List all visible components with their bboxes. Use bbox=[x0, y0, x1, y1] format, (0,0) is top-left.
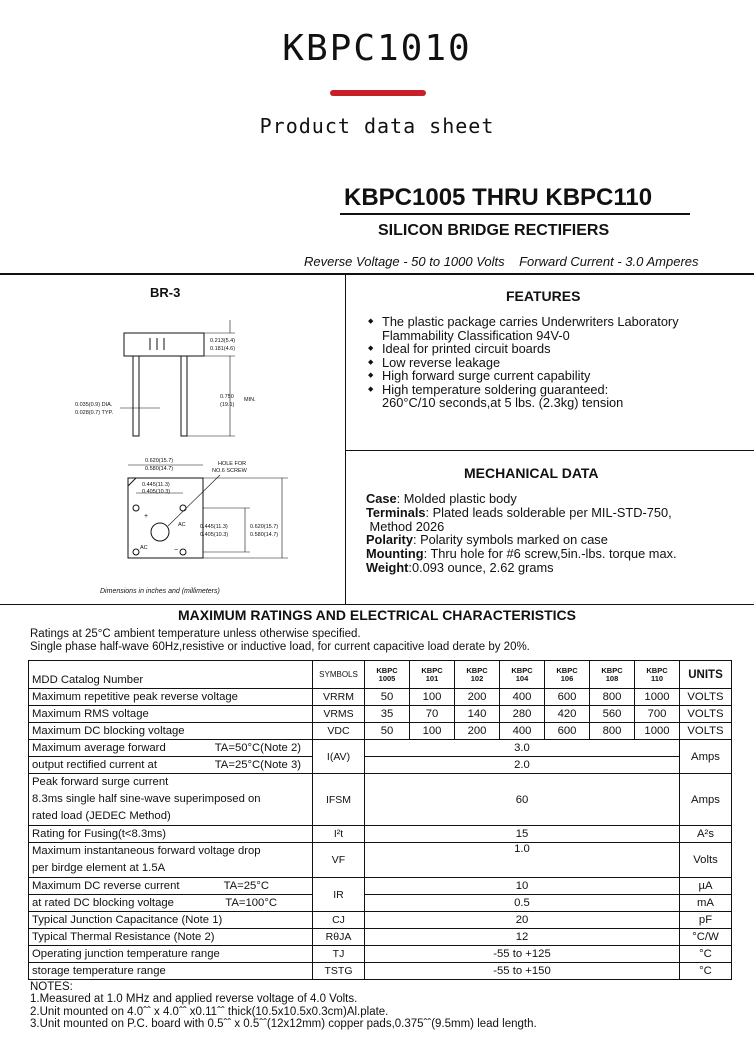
lead-length-min: MIN. bbox=[244, 397, 256, 403]
package-label: BR-3 bbox=[150, 285, 181, 300]
param-value: 100 bbox=[410, 723, 455, 740]
ac-mark-2: AC bbox=[140, 545, 148, 551]
param-unit: A²s bbox=[680, 826, 732, 843]
param-value: 15 bbox=[365, 826, 680, 843]
param-condition: TA=100°C bbox=[225, 897, 277, 909]
param-value: 12 bbox=[365, 929, 680, 946]
simple-rows bbox=[29, 912, 732, 980]
col-header-part bbox=[410, 661, 455, 689]
part-suffix: 108 bbox=[605, 673, 619, 683]
part-suffix: 110 bbox=[650, 673, 664, 683]
body-height-dim-max: 0.213(5.4) bbox=[210, 338, 236, 344]
param-name bbox=[29, 757, 313, 774]
param-value: 10 bbox=[365, 878, 680, 895]
param-condition: TA=25°C bbox=[223, 880, 269, 892]
series-underline bbox=[340, 213, 690, 215]
ratings-table bbox=[28, 660, 732, 980]
dimensions-note: Dimensions in inches and (millimeters) bbox=[100, 588, 220, 595]
param-unit: mA bbox=[680, 895, 732, 912]
part-prefix: KBPC bbox=[421, 665, 443, 675]
table-row bbox=[29, 723, 732, 740]
param-value: 560 bbox=[590, 706, 635, 723]
polarity-value: : Polarity symbols marked on case bbox=[412, 532, 608, 548]
side-inner-dim-max: 0.445(11.3) bbox=[200, 524, 228, 530]
document-subtitle: Product data sheet bbox=[259, 114, 495, 138]
weight-value: :0.093 ounce, 2.62 grams bbox=[408, 559, 554, 575]
hole-label-2: NO.6 SCREW bbox=[212, 468, 247, 474]
param-text: per birdge element at 1.5A bbox=[32, 862, 166, 874]
param-value: 50 bbox=[365, 689, 410, 706]
param-symbol: I²t bbox=[313, 826, 365, 843]
note-item: 3.Unit mounted on P.C. board with 0.5ˆˆ x 0.5ˆˆ(12x12mm) copper pads,0.375ˆˆ(9.5mm) lead length. bbox=[30, 1017, 537, 1030]
param-value: 200 bbox=[455, 723, 500, 740]
feature-item: ◆ High temperature soldering guaranteed: bbox=[366, 383, 746, 397]
side-outer-dim-max: 0.620(15.7) bbox=[250, 524, 279, 530]
mechanical-data bbox=[366, 492, 751, 575]
table-row bbox=[29, 946, 732, 963]
param-text: rated load (JEDEC Method) bbox=[32, 810, 171, 822]
features-list bbox=[366, 315, 746, 410]
feature-item: ◆ Low reverse leakage bbox=[366, 356, 746, 370]
param-text: at rated DC blocking voltage bbox=[32, 897, 174, 909]
outer-width-dim-max: 0.620(15.7) bbox=[145, 458, 174, 464]
param-symbol: VRRM bbox=[313, 689, 365, 706]
param-name: Operating junction temperature range bbox=[29, 946, 313, 963]
param-name bbox=[29, 895, 313, 912]
param-text: output rectified current at bbox=[32, 759, 157, 771]
param-text: 8.3ms single half sine-wave superimposed on bbox=[32, 793, 261, 805]
table-row bbox=[29, 963, 732, 980]
param-text: Maximum DC reverse current bbox=[32, 880, 180, 892]
inner-width-dim-max: 0.445(11.3) bbox=[142, 482, 170, 488]
feature-item: ◆ High forward surge current capability bbox=[366, 369, 746, 383]
col-header-part bbox=[455, 661, 500, 689]
product-type: SILICON BRIDGE RECTIFIERS bbox=[378, 222, 610, 239]
package-outline-drawing bbox=[60, 300, 330, 580]
notes bbox=[30, 981, 537, 1030]
param-unit: VOLTS bbox=[680, 689, 732, 706]
param-name: Typical Thermal Resistance (Note 2) bbox=[29, 929, 313, 946]
table-row bbox=[29, 912, 732, 929]
param-unit: Amps bbox=[680, 740, 732, 774]
param-unit: °C bbox=[680, 946, 732, 963]
param-text: Peak forward surge current bbox=[32, 776, 169, 788]
col-header-part bbox=[635, 661, 680, 689]
param-name: Typical Junction Capacitance (Note 1) bbox=[29, 912, 313, 929]
param-condition: TA=25°C(Note 3) bbox=[214, 759, 301, 771]
param-value: 60 bbox=[365, 774, 680, 826]
param-symbol: TJ bbox=[313, 946, 365, 963]
table-row bbox=[29, 689, 732, 706]
plus-mark: + bbox=[144, 513, 149, 520]
param-symbol: VDC bbox=[313, 723, 365, 740]
param-symbol: IR bbox=[313, 878, 365, 912]
part-prefix: KBPC bbox=[601, 665, 623, 675]
param-value: 2.0 bbox=[365, 757, 680, 774]
param-value: -55 to +125 bbox=[365, 946, 680, 963]
feature-item: ◆ The plastic package carries Underwriters Laboratory bbox=[366, 315, 746, 329]
param-symbol: RθJA bbox=[313, 929, 365, 946]
param-unit: VOLTS bbox=[680, 723, 732, 740]
series-title: KBPC1005 THRU KBPC110 bbox=[344, 184, 653, 211]
param-name: Maximum repetitive peak reverse voltage bbox=[29, 689, 313, 706]
title-accent-bar bbox=[330, 90, 426, 96]
param-condition: TA=50°C(Note 2) bbox=[214, 742, 301, 754]
table-title: MAXIMUM RATINGS AND ELECTRICAL CHARACTERISTICS bbox=[178, 607, 576, 623]
minus-mark: − bbox=[174, 547, 179, 554]
feature-item: 260°C/10 seconds,at 5 lbs. (2.3kg) tension bbox=[382, 395, 624, 410]
param-value: 400 bbox=[500, 689, 545, 706]
param-unit: VOLTS bbox=[680, 706, 732, 723]
part-suffix: 106 bbox=[560, 673, 574, 683]
param-value: 800 bbox=[590, 689, 635, 706]
param-value: 600 bbox=[545, 723, 590, 740]
document-title: KBPC1010 bbox=[282, 28, 472, 69]
side-outer-dim-min: 0.580(14.7) bbox=[250, 532, 279, 538]
param-symbol: CJ bbox=[313, 912, 365, 929]
param-text: Maximum average forward bbox=[32, 742, 166, 754]
part-prefix: KBPC bbox=[556, 665, 578, 675]
case-label: Case bbox=[366, 491, 397, 506]
param-value: 3.0 bbox=[365, 740, 680, 757]
hole-label: HOLE FOR bbox=[218, 461, 247, 467]
param-unit: Amps bbox=[680, 774, 732, 826]
col-header-symbols: SYMBOLS bbox=[313, 661, 365, 689]
section-divider bbox=[0, 273, 754, 275]
voltage-rows bbox=[29, 689, 732, 740]
param-symbol: IFSM bbox=[313, 774, 365, 826]
table-row bbox=[29, 706, 732, 723]
param-value: 70 bbox=[410, 706, 455, 723]
note-item: 1.Measured at 1.0 MHz and applied reverse voltage of 4.0 Volts. bbox=[30, 993, 358, 1006]
param-value: 200 bbox=[455, 689, 500, 706]
terminals-value-2: Method 2026 bbox=[366, 518, 445, 534]
column-divider bbox=[345, 273, 346, 604]
part-suffix: 102 bbox=[470, 673, 484, 683]
body-height-dim-min: 0.181(4.6) bbox=[210, 346, 236, 352]
ac-mark-1: AC bbox=[178, 522, 186, 528]
param-unit: Volts bbox=[680, 843, 732, 878]
param-name: Rating for Fusing(t<8.3ms) bbox=[29, 826, 313, 843]
param-name bbox=[29, 774, 313, 826]
mechanical-title: MECHANICAL DATA bbox=[464, 465, 599, 481]
param-symbol: I(AV) bbox=[313, 740, 365, 774]
param-symbol: VF bbox=[313, 843, 365, 878]
param-value: 0.5 bbox=[365, 895, 680, 912]
outer-width-dim-min: 0.580(14.7) bbox=[145, 466, 174, 472]
weight-label: Weight bbox=[366, 559, 409, 575]
param-unit: °C bbox=[680, 963, 732, 980]
param-value: 140 bbox=[455, 706, 500, 723]
mounting-label: Mounting bbox=[366, 546, 424, 562]
lead-length-dim: 0.750 bbox=[220, 394, 234, 400]
table-conditions bbox=[30, 628, 530, 653]
lead-length-dim-mm: (19.1) bbox=[220, 402, 235, 408]
param-value: 20 bbox=[365, 912, 680, 929]
table-row bbox=[29, 929, 732, 946]
param-name: storage temperature range bbox=[29, 963, 313, 980]
col-header-part bbox=[365, 661, 410, 689]
param-value: 800 bbox=[590, 723, 635, 740]
part-suffix: 101 bbox=[425, 673, 439, 683]
mounting-value: : Thru hole for #6 screw,5in.-lbs. torque max. bbox=[423, 546, 677, 562]
param-value: 280 bbox=[500, 706, 545, 723]
notes-title: NOTES: bbox=[30, 981, 73, 993]
param-name bbox=[29, 740, 313, 757]
param-value: 1000 bbox=[635, 723, 680, 740]
param-value: 35 bbox=[365, 706, 410, 723]
terminals-value: : Plated leads solderable per MIL-STD-750, bbox=[425, 504, 672, 520]
note-item: 2.Unit mounted on 4.0ˆˆ x 4.0ˆˆ x0.11ˆˆ thick(10.5x10.5x0.3cm)Al.plate. bbox=[30, 1005, 389, 1018]
param-value: 400 bbox=[500, 723, 545, 740]
param-value: 420 bbox=[545, 706, 590, 723]
param-name: Maximum DC blocking voltage bbox=[29, 723, 313, 740]
side-inner-dim-min: 0.405(10.3) bbox=[200, 532, 229, 538]
condition-line: Single phase half-wave 60Hz,resistive or inductive load, for current capacitive load derate by 20%. bbox=[30, 640, 530, 653]
param-unit: pF bbox=[680, 912, 732, 929]
features-mech-divider bbox=[345, 450, 754, 451]
param-unit: µA bbox=[680, 878, 732, 895]
condition-line: Ratings at 25°C ambient temperature unless otherwise specified. bbox=[30, 628, 361, 640]
features-title: FEATURES bbox=[506, 288, 581, 304]
feature-item: Flammability Classification 94V-0 bbox=[382, 327, 570, 343]
param-name bbox=[29, 878, 313, 895]
part-prefix: KBPC bbox=[466, 665, 488, 675]
case-value: : Molded plastic body bbox=[396, 491, 517, 506]
param-unit: °C/W bbox=[680, 929, 732, 946]
inner-width-dim-min: 0.405(10.3) bbox=[142, 489, 171, 495]
part-prefix: KBPC bbox=[376, 665, 398, 675]
polarity-label: Polarity bbox=[366, 532, 413, 548]
col-header-units: UNITS bbox=[680, 661, 732, 689]
param-name bbox=[29, 843, 313, 878]
param-text: Maximum instantaneous forward voltage drop bbox=[32, 845, 261, 857]
col-header-part bbox=[500, 661, 545, 689]
col-header-part bbox=[545, 661, 590, 689]
param-symbol: VRMS bbox=[313, 706, 365, 723]
lead-dia-dim-max: 0.035(0.9) DIA. bbox=[75, 402, 113, 408]
part-suffix: 104 bbox=[515, 673, 529, 683]
param-value: 50 bbox=[365, 723, 410, 740]
feature-item: ◆ Ideal for printed circuit boards bbox=[366, 342, 746, 356]
col-header-name: MDD Catalog Number bbox=[29, 661, 313, 689]
part-prefix: KBPC bbox=[646, 665, 668, 675]
param-value: -55 to +150 bbox=[365, 963, 680, 980]
param-value: 1.0 bbox=[365, 843, 680, 878]
table-divider bbox=[0, 604, 754, 605]
ratings-summary: Reverse Voltage - 50 to 1000 Volts Forward Current - 3.0 Amperes bbox=[304, 254, 699, 269]
col-header-part bbox=[590, 661, 635, 689]
param-value: 100 bbox=[410, 689, 455, 706]
part-prefix: KBPC bbox=[511, 665, 533, 675]
part-suffix: 1005 bbox=[378, 673, 396, 683]
param-value: 700 bbox=[635, 706, 680, 723]
param-name: Maximum RMS voltage bbox=[29, 706, 313, 723]
param-value: 600 bbox=[545, 689, 590, 706]
param-value: 1000 bbox=[635, 689, 680, 706]
param-symbol: TSTG bbox=[313, 963, 365, 980]
lead-dia-dim-min: 0.028(0.7) TYP. bbox=[75, 410, 114, 416]
terminals-label: Terminals bbox=[366, 504, 426, 520]
